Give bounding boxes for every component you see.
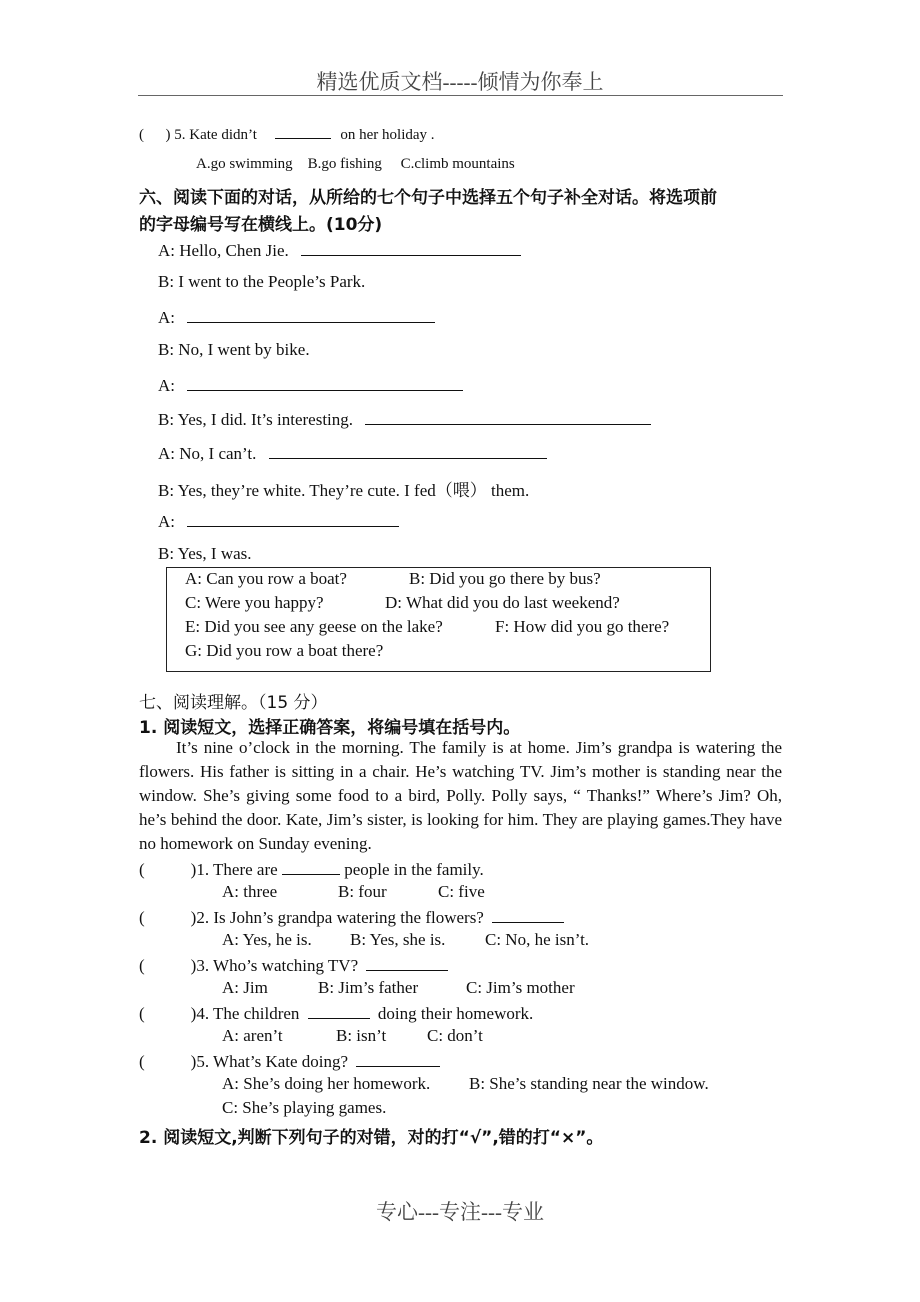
dialog-text-7: A: No, I can’t. [158, 444, 257, 463]
section7-title: 七、阅读理解。（15 分） [139, 693, 328, 713]
q1-option-a: A: three [222, 882, 278, 901]
q2-stem: 2. Is John’s grandpa watering the flowers? [196, 908, 484, 927]
q4-option-a: A: aren’t [222, 1026, 283, 1045]
section6-title-line1: 六、阅读下面的对话，从所给的七个句子中选择五个句子补全对话。将选项前 [139, 188, 717, 208]
q3-blank[interactable] [366, 954, 448, 971]
section6-title-line2: 的字母编号写在横线上。(10分) [139, 215, 383, 235]
dialog-text-3: A: [158, 308, 175, 327]
option-b: B: Did you go there by bus? [409, 569, 601, 588]
question-3 [139, 954, 448, 976]
q1-stem: 1. There are [196, 860, 278, 879]
q5-paren-close: ) [190, 1052, 197, 1071]
dialog-line-6 [158, 408, 651, 430]
option-d: D: What did you do last weekend? [385, 593, 620, 612]
dialog-line-9 [158, 510, 399, 532]
prev-q5-paren-close: ) [165, 127, 171, 143]
q5-option-c: C: She’s playing games. [222, 1098, 387, 1117]
q5-option-a: A: She’s doing her homework. [222, 1074, 431, 1093]
header-divider [138, 95, 783, 96]
options-box [166, 567, 711, 672]
q3-option-c: C: Jim’s mother [466, 978, 575, 997]
prev-q5-paren-open: ( [139, 127, 144, 143]
q1-paren-close: ) [190, 860, 197, 879]
dialog-line-7 [158, 442, 547, 464]
dialog-text-1: A: Hello, Chen Jie. [158, 241, 289, 260]
dialog-line-5 [158, 374, 463, 396]
q4-blank[interactable] [308, 1002, 370, 1019]
q3-stem: 3. Who’s watching TV? [196, 956, 359, 975]
question-4 [139, 1002, 533, 1024]
dialog-line-8: B: Yes, they’re white. They’re cute. I fed（喂） them. [158, 481, 530, 500]
option-c: C: Were you happy? [185, 593, 324, 612]
dialog-line-2: B: I went to the People’s Park. [158, 272, 366, 291]
q4-option-c: C: don’t [427, 1026, 483, 1045]
q5-paren-open: ( [139, 1052, 145, 1071]
section7-part2-title: 2. 阅读短文,判断下列句子的对错，对的打“√”,错的打“×”。 [139, 1128, 604, 1148]
dialog-blank-1[interactable] [301, 239, 521, 256]
dialog-line-4: B: No, I went by bike. [158, 340, 310, 359]
prev-q5-stem-after: on her holiday . [340, 127, 435, 143]
q2-paren-close: ) [190, 908, 197, 927]
q2-paren-open: ( [139, 908, 145, 927]
dialog-line-1 [158, 239, 521, 261]
dialog-blank-3[interactable] [187, 374, 463, 391]
dialog-blank-5[interactable] [269, 442, 547, 459]
q3-paren-close: ) [190, 956, 197, 975]
dialog-blank-2[interactable] [187, 306, 435, 323]
q2-option-a: A: Yes, he is. [222, 930, 312, 949]
prev-q5-blank[interactable] [275, 122, 331, 139]
q4-paren-close: ) [190, 1004, 197, 1023]
question-1 [139, 858, 484, 880]
q1-stem-after: people in the family. [344, 860, 484, 879]
q1-blank[interactable] [282, 858, 340, 875]
dialog-line-10: B: Yes, I was. [158, 544, 252, 563]
dialog-text-9: A: [158, 512, 175, 531]
q1-paren-open: ( [139, 860, 145, 879]
q4-stem-after: doing their homework. [377, 1004, 534, 1023]
page-header-title: 精选优质文档-----倾情为你奉上 [316, 70, 604, 94]
prev-q5-line [139, 122, 435, 144]
prev-q5-stem: 5. Kate didn’t [174, 127, 257, 143]
option-a: A: Can you row a boat? [185, 569, 347, 588]
q4-option-b: B: isn’t [336, 1026, 387, 1045]
dialog-blank-4[interactable] [365, 408, 651, 425]
prev-q5-options: A.go swimming B.go fishing C.climb mountains [196, 156, 515, 172]
question-5 [139, 1050, 440, 1072]
option-e: E: Did you see any geese on the lake? [185, 617, 443, 636]
q1-option-c: C: five [438, 882, 485, 901]
q2-option-b: B: Yes, she is. [350, 930, 446, 949]
q4-paren-open: ( [139, 1004, 145, 1023]
q5-blank[interactable] [356, 1050, 440, 1067]
q5-stem: 5. What’s Kate doing? [196, 1052, 349, 1071]
section7-part1-title: 1. 阅读短文，选择正确答案，将编号填在括号内。 [139, 718, 521, 738]
question-2 [139, 906, 564, 928]
q2-blank[interactable] [492, 906, 564, 923]
dialog-text-6: B: Yes, I did. It’s interesting. [158, 410, 354, 429]
q2-option-c: C: No, he isn’t. [485, 930, 590, 949]
dialog-line-3 [158, 306, 435, 328]
q4-stem: 4. The children [196, 1004, 300, 1023]
option-g: G: Did you row a boat there? [185, 641, 384, 660]
option-f: F: How did you go there? [495, 617, 670, 636]
dialog-text-5: A: [158, 376, 175, 395]
q5-option-b: B: She’s standing near the window. [469, 1074, 709, 1093]
q3-option-b: B: Jim’s father [318, 978, 419, 997]
q1-option-b: B: four [338, 882, 387, 901]
page-footer: 专心---专注---专业 [376, 1200, 544, 1224]
q3-option-a: A: Jim [222, 978, 268, 997]
reading-passage: It’s nine o’clock in the morning. The family is at home. Jim’s grandpa is watering the flowers. His father is sitting in a chair. He’s watching TV. Jim’s mother is standing near the window. She’s giving some food to a bird, Polly. Polly says, “ Thanks!” Where’s Jim? Oh, he’s behind the door. Kate, Jim’s sister, is looking for him. They are playing games.They have no homework on Sunday evening. [139, 738, 782, 853]
q3-paren-open: ( [139, 956, 145, 975]
dialog-blank-6[interactable] [187, 510, 399, 527]
